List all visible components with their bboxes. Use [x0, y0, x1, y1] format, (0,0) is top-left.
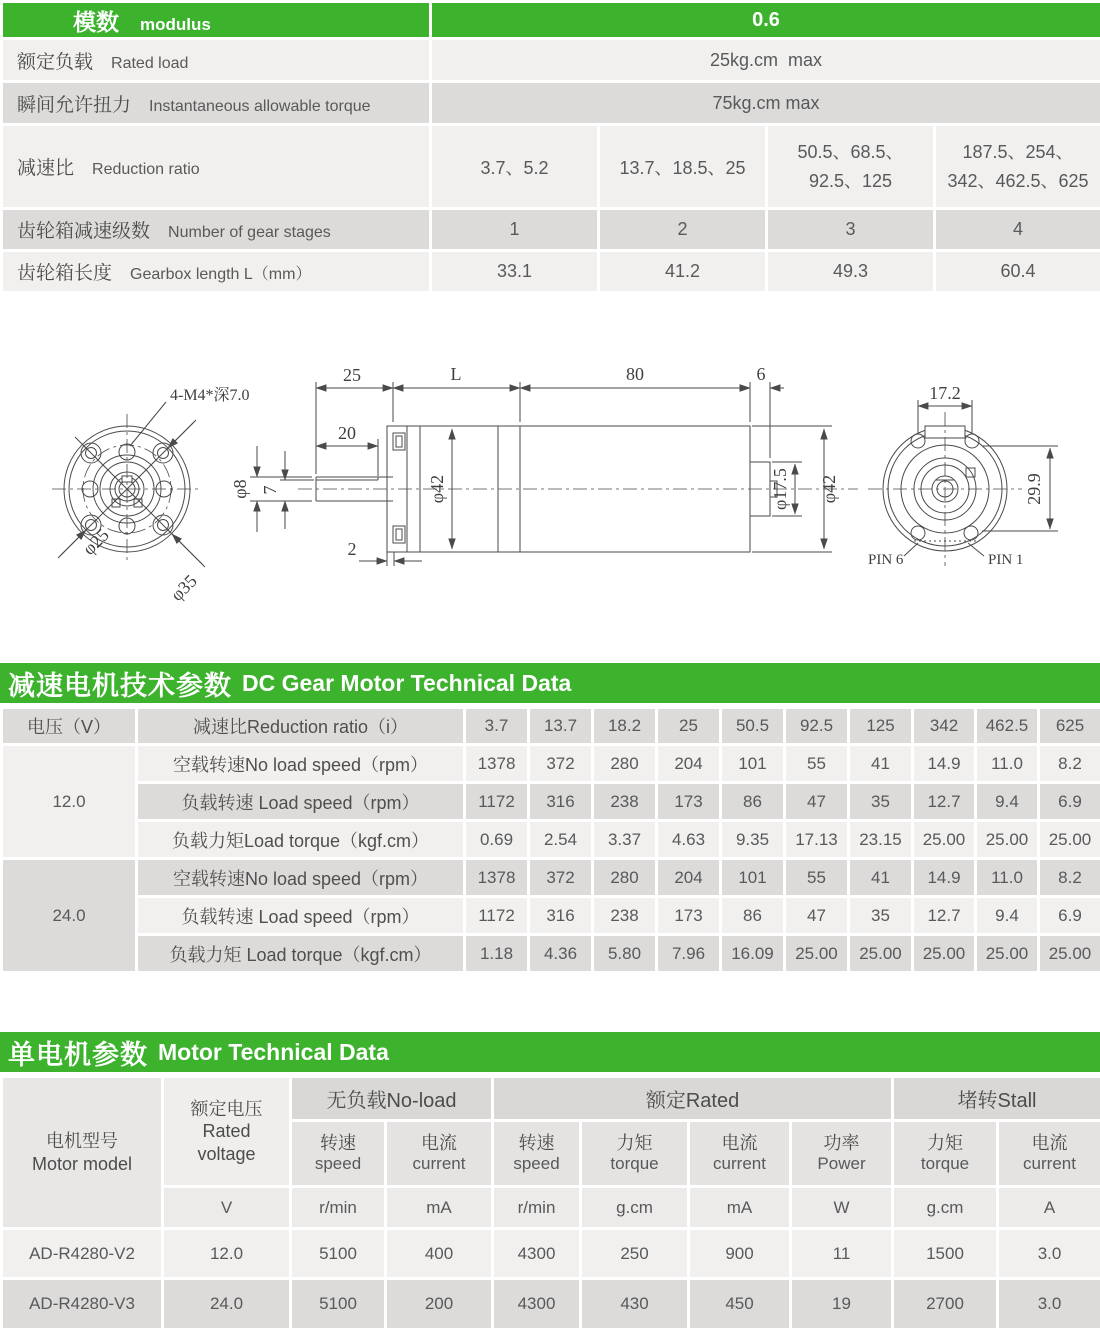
side-view — [230, 364, 858, 566]
motor-value: 19 — [791, 1279, 893, 1330]
no-load-speed-value: 1378 — [465, 745, 529, 783]
unit-cell: W — [791, 1187, 893, 1229]
load-speed-value: 47 — [785, 897, 849, 935]
no-load-speed-value: 1378 — [465, 859, 529, 897]
instant-torque-label-en: Instantaneous allowable torque — [149, 98, 371, 115]
load-torque-value: 25.00 — [913, 935, 976, 973]
no-load-speed-value: 101 — [721, 859, 785, 897]
motor-value: 5100 — [291, 1229, 386, 1279]
gear-stages-4: 4 — [935, 209, 1100, 251]
load-speed-value: 316 — [529, 783, 593, 821]
dim-phi35-label: φ35 — [167, 571, 201, 605]
load-speed-value: 238 — [593, 783, 657, 821]
modulus-label-en: modulus — [140, 15, 211, 34]
load-torque-value: 25.00 — [849, 935, 913, 973]
unit-cell: r/min — [493, 1187, 581, 1229]
gearbox-length-3: 49.3 — [767, 251, 935, 293]
no-load-speed-value: 11.0 — [976, 859, 1039, 897]
motor-value: 3.0 — [998, 1229, 1100, 1279]
dim-7-label: 7 — [260, 486, 280, 495]
gear-stages-2: 2 — [599, 209, 767, 251]
motor-value: 3.0 — [998, 1279, 1100, 1330]
ratio-value: 13.7 — [529, 708, 593, 745]
load-torque-value: 9.35 — [721, 821, 785, 859]
gearbox-length-2: 41.2 — [599, 251, 767, 293]
current-label-en: current — [387, 1154, 491, 1174]
no-load-speed-value: 101 — [721, 745, 785, 783]
no-load-speed-value: 8.2 — [1039, 859, 1100, 897]
gear-stages-label-cell — [2, 209, 431, 251]
current-label-cn: 电流 — [387, 1133, 491, 1154]
load-speed-value: 12.7 — [913, 897, 976, 935]
motor-value: 4300 — [493, 1229, 581, 1279]
load-torque-value: 4.36 — [529, 935, 593, 973]
load-torque-value: 25.00 — [976, 821, 1039, 859]
rated-load-value: 25kg.cm max — [431, 39, 1100, 82]
motor-value: 900 — [689, 1229, 791, 1279]
motor-value: 2700 — [893, 1279, 998, 1330]
rated-power-header — [791, 1121, 893, 1187]
group-stall-header: 堵转Stall — [893, 1077, 1100, 1121]
load-speed-value: 173 — [657, 783, 721, 821]
gear-stages-label-en: Number of gear stages — [168, 224, 331, 241]
no-load-speed-value: 204 — [657, 859, 721, 897]
motor-value: 5100 — [291, 1279, 386, 1330]
load-speed-value: 12.7 — [913, 783, 976, 821]
torque-label-en: torque — [582, 1154, 687, 1174]
rated-voltage-header-en1: Rated — [164, 1120, 289, 1143]
current-label-en: current — [999, 1154, 1100, 1174]
dim-6-label: 6 — [757, 364, 766, 384]
speed-label-cn: 转速 — [494, 1133, 579, 1154]
load-speed-label: 负载转速 Load speed（rpm） — [137, 897, 465, 935]
load-speed-value: 9.4 — [976, 897, 1039, 935]
no-load-speed-value: 11.0 — [976, 745, 1039, 783]
load-torque-label: 负载力矩Load torque（kgf.cm） — [137, 821, 465, 859]
voltage-12v-cell: 12.0 — [2, 745, 137, 859]
ratio-value: 92.5 — [785, 708, 849, 745]
ratio-value: 25 — [657, 708, 721, 745]
dim-phi25-label: φ25 — [79, 525, 113, 559]
instant-torque-label-cn: 瞬间允许扭力 — [17, 95, 131, 116]
load-speed-value: 6.9 — [1039, 783, 1100, 821]
ratio-stage4-line1: 187.5、254、 — [936, 138, 1100, 167]
motor-value: 400 — [386, 1229, 493, 1279]
rear-view — [868, 383, 1058, 568]
motor-value: 430 — [581, 1279, 689, 1330]
load-speed-value: 86 — [721, 897, 785, 935]
motor-value: 24.0 — [163, 1279, 291, 1330]
unit-cell: A — [998, 1187, 1100, 1229]
group-rated-header: 额定Rated — [493, 1077, 893, 1121]
noload-current-header — [386, 1121, 493, 1187]
dim-phi42-left-label: φ42 — [427, 475, 447, 503]
instant-torque-label-cell — [2, 82, 431, 125]
motor-model-header-en: Motor model — [3, 1153, 161, 1176]
load-torque-value: 2.54 — [529, 821, 593, 859]
rated-load-label-cn: 额定负载 — [17, 52, 93, 73]
no-load-speed-value: 55 — [785, 859, 849, 897]
front-view — [52, 386, 250, 605]
torque-label-cn: 力矩 — [582, 1133, 687, 1154]
reduction-ratio-label-cell — [2, 125, 431, 209]
motor-model-header — [2, 1077, 163, 1229]
load-torque-value: 25.00 — [976, 935, 1039, 973]
load-torque-value: 1.18 — [465, 935, 529, 973]
no-load-speed-label: 空载转速No load speed（rpm） — [137, 859, 465, 897]
motor-value: 11 — [791, 1229, 893, 1279]
ratio-value: 625 — [1039, 708, 1100, 745]
bolt-note-label: 4-M4*深7.0 — [170, 386, 250, 404]
load-torque-value: 25.00 — [1039, 821, 1100, 859]
dim-phi17-5-label: φ17.5 — [770, 468, 790, 510]
load-speed-value: 173 — [657, 897, 721, 935]
modulus-header-cell — [2, 2, 431, 39]
load-speed-value: 86 — [721, 783, 785, 821]
gear-motor-title-cn: 减速电机技术参数 — [8, 664, 232, 703]
no-load-speed-value: 41 — [849, 745, 913, 783]
motor-title-cn: 单电机参数 — [8, 1033, 148, 1072]
load-speed-value: 6.9 — [1039, 897, 1100, 935]
load-speed-value: 1172 — [465, 783, 529, 821]
instant-torque-value: 75kg.cm max — [431, 82, 1100, 125]
ratio-value: 125 — [849, 708, 913, 745]
no-load-speed-value: 280 — [593, 745, 657, 783]
ratio-value: 3.7 — [465, 708, 529, 745]
power-label-cn: 功率 — [792, 1133, 891, 1154]
motor-value: 12.0 — [163, 1229, 291, 1279]
dim-phi8-label: φ8 — [230, 479, 250, 498]
motor-model-value: AD-R4280-V3 — [2, 1279, 163, 1330]
no-load-speed-value: 8.2 — [1039, 745, 1100, 783]
motor-cad-drawing — [0, 294, 1100, 663]
load-torque-value: 4.63 — [657, 821, 721, 859]
gearbox-length-label-en: Gearbox length L（mm） — [130, 266, 311, 283]
gear-motor-section-header — [0, 663, 1100, 703]
dim-2-label: 2 — [348, 539, 357, 559]
dim-29-9-label: 29.9 — [1024, 473, 1044, 505]
load-torque-value: 25.00 — [1039, 935, 1100, 973]
noload-speed-header — [291, 1121, 386, 1187]
no-load-speed-value: 14.9 — [913, 745, 976, 783]
ratio-stage3-line1: 50.5、68.5、 — [768, 138, 933, 167]
dim-17-2-label: 17.2 — [929, 383, 961, 403]
load-speed-value: 1172 — [465, 897, 529, 935]
gearbox-length-label-cell — [2, 251, 431, 293]
gearbox-spec-table — [0, 0, 1100, 294]
no-load-speed-label: 空载转速No load speed（rpm） — [137, 745, 465, 783]
rated-load-label-cell — [2, 39, 431, 82]
motor-section-header — [0, 1032, 1100, 1072]
ratio-stage2-value: 13.7、18.5、25 — [599, 125, 767, 209]
load-speed-value: 238 — [593, 897, 657, 935]
motor-value: 250 — [581, 1229, 689, 1279]
power-label-en: Power — [792, 1154, 891, 1174]
pin1-label: PIN 1 — [988, 552, 1023, 568]
no-load-speed-value: 204 — [657, 745, 721, 783]
motor-data-table — [0, 1075, 1100, 1331]
ratio-value: 18.2 — [593, 708, 657, 745]
voltage-header: 电压（V） — [2, 708, 137, 745]
ratio-value: 462.5 — [976, 708, 1039, 745]
load-torque-value: 0.69 — [465, 821, 529, 859]
rated-voltage-header — [163, 1077, 291, 1187]
no-load-speed-value: 41 — [849, 859, 913, 897]
load-speed-value: 35 — [849, 897, 913, 935]
stall-current-header — [998, 1121, 1100, 1187]
gearbox-length-4: 60.4 — [935, 251, 1100, 293]
dim-phi42-right-label: φ42 — [819, 475, 839, 503]
ratio-stage3-value — [767, 125, 935, 209]
rated-voltage-header-en2: voltage — [164, 1143, 289, 1166]
dim-20-label: 20 — [338, 423, 356, 443]
motor-value: 1500 — [893, 1229, 998, 1279]
load-torque-value: 25.00 — [785, 935, 849, 973]
speed-label-en: speed — [292, 1154, 384, 1174]
current-label-en: current — [690, 1154, 789, 1174]
load-torque-value: 25.00 — [913, 821, 976, 859]
torque-label-en: torque — [894, 1154, 996, 1174]
speed-label-cn: 转速 — [292, 1133, 384, 1154]
load-torque-value: 5.80 — [593, 935, 657, 973]
rated-current-header — [689, 1121, 791, 1187]
unit-cell: mA — [386, 1187, 493, 1229]
motor-model-header-cn: 电机型号 — [3, 1130, 161, 1153]
dim-80-label: 80 — [626, 364, 644, 384]
load-speed-value: 47 — [785, 783, 849, 821]
no-load-speed-value: 280 — [593, 859, 657, 897]
rated-voltage-header-cn: 额定电压 — [164, 1098, 289, 1121]
gear-stages-1: 1 — [431, 209, 599, 251]
ratio-stage4-line2: 342、462.5、625 — [936, 167, 1100, 196]
dim-L-label: L — [451, 364, 462, 384]
load-torque-value: 7.96 — [657, 935, 721, 973]
ratio-value: 50.5 — [721, 708, 785, 745]
stall-torque-header — [893, 1121, 998, 1187]
no-load-speed-value: 14.9 — [913, 859, 976, 897]
pin6-label: PIN 6 — [868, 552, 904, 568]
load-speed-label: 负载转速 Load speed（rpm） — [137, 783, 465, 821]
motor-value: 4300 — [493, 1279, 581, 1330]
gear-stages-label-cn: 齿轮箱减速级数 — [17, 221, 150, 242]
rated-load-label-en: Rated load — [111, 55, 188, 72]
gear-motor-data-table — [0, 706, 1100, 974]
modulus-label-cn: 模数 — [73, 9, 119, 35]
load-torque-label: 负载力矩 Load torque（kgf.cm） — [137, 935, 465, 973]
gear-motor-title-en: DC Gear Motor Technical Data — [242, 670, 571, 697]
ratio-row-label: 减速比Reduction ratio（i） — [137, 708, 465, 745]
no-load-speed-value: 372 — [529, 745, 593, 783]
motor-value: 450 — [689, 1279, 791, 1330]
gearbox-length-label-cn: 齿轮箱长度 — [17, 263, 112, 284]
reduction-ratio-label-cn: 减速比 — [17, 158, 74, 179]
rated-speed-header — [493, 1121, 581, 1187]
gearbox-length-1: 33.1 — [431, 251, 599, 293]
unit-cell: V — [163, 1187, 291, 1229]
reduction-ratio-label-en: Reduction ratio — [92, 161, 200, 178]
ratio-stage4-value — [935, 125, 1100, 209]
motor-value: 200 — [386, 1279, 493, 1330]
gear-stages-3: 3 — [767, 209, 935, 251]
unit-cell: g.cm — [893, 1187, 998, 1229]
motor-title-en: Motor Technical Data — [158, 1039, 389, 1066]
torque-label-cn: 力矩 — [894, 1133, 996, 1154]
dim-25-label: 25 — [343, 365, 361, 385]
speed-label-en: speed — [494, 1154, 579, 1174]
load-torque-value: 23.15 — [849, 821, 913, 859]
load-speed-value: 35 — [849, 783, 913, 821]
load-torque-value: 3.37 — [593, 821, 657, 859]
rated-torque-header — [581, 1121, 689, 1187]
load-torque-value: 17.13 — [785, 821, 849, 859]
unit-cell: r/min — [291, 1187, 386, 1229]
ratio-stage1-value: 3.7、5.2 — [431, 125, 599, 209]
voltage-24v-cell: 24.0 — [2, 859, 137, 973]
load-torque-value: 16.09 — [721, 935, 785, 973]
unit-cell: mA — [689, 1187, 791, 1229]
no-load-speed-value: 372 — [529, 859, 593, 897]
modulus-value: 0.6 — [431, 2, 1100, 39]
ratio-value: 342 — [913, 708, 976, 745]
current-label-cn: 电流 — [690, 1133, 789, 1154]
load-speed-value: 316 — [529, 897, 593, 935]
group-no-load-header: 无负载No-load — [291, 1077, 493, 1121]
motor-model-value: AD-R4280-V2 — [2, 1229, 163, 1279]
load-speed-value: 9.4 — [976, 783, 1039, 821]
unit-cell: g.cm — [581, 1187, 689, 1229]
no-load-speed-value: 55 — [785, 745, 849, 783]
ratio-stage3-line2: 92.5、125 — [768, 167, 933, 196]
current-label-cn: 电流 — [999, 1133, 1100, 1154]
